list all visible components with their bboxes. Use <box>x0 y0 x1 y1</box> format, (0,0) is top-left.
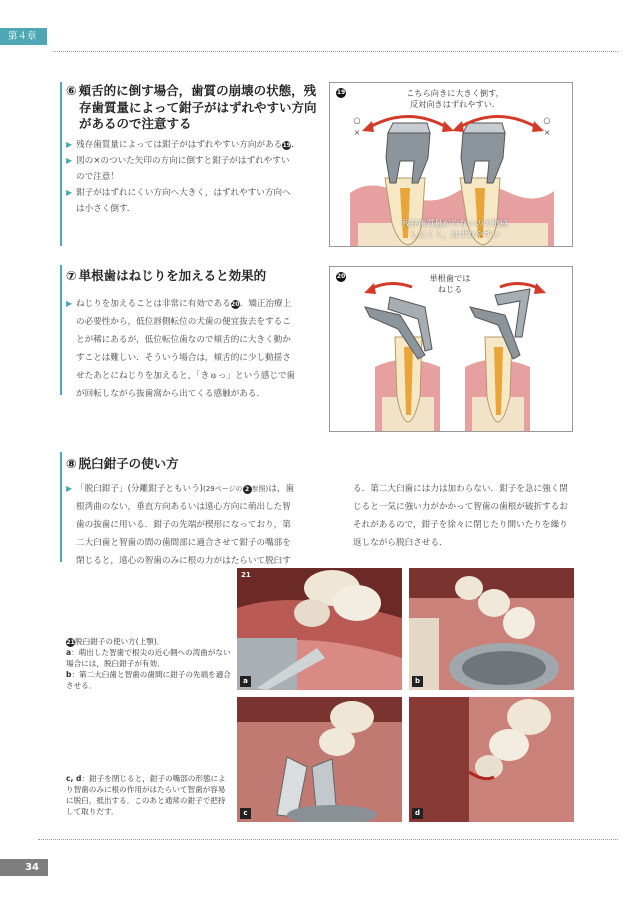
text-line: が回転しながら抜歯窩から出てくる感触がある． <box>76 389 266 399</box>
section8-heading: ⑧ 脱臼鉗子の使い方 <box>66 456 179 471</box>
bullet-item: ▶ 鉗子がはずれにくい方向へ大きく，はずれやすい方向へ <box>66 188 291 198</box>
bullet-item: ▶ 図の×のついた矢印の方向に倒すと鉗子がはずれやすい <box>66 156 290 166</box>
figure-19-number: 19 <box>336 89 346 96</box>
text-line: とが稀にあるが，低位転位歯なので頬舌的に大きく動か <box>76 335 291 345</box>
figure-20-number: 20 <box>336 273 346 280</box>
text-line: の必要性から，低位唇側転位の犬歯の便宜抜去をするこ <box>76 317 291 327</box>
photo-label-d: d <box>412 808 423 819</box>
section7-text <box>66 295 324 403</box>
figure-21-photo-c <box>237 697 402 822</box>
text-line: すことは難しい．そういう場合は，頬舌的に少し動揺さ <box>76 353 291 363</box>
figure-21-caption-ab <box>66 636 231 691</box>
figure-21-photo-a <box>237 568 402 690</box>
page-number: 34 <box>0 859 48 876</box>
section6-bullets <box>66 137 321 217</box>
figure-21-number: 21 <box>241 571 251 579</box>
bullet-item: ▶ 残存歯質量によっては鉗子がはずれやすい方向がある19． <box>66 140 300 150</box>
text-line: それがあるので，鉗子を徐々に閉じたり開いたりを繰り <box>353 520 568 530</box>
figure-21-caption-b: b：第二大臼歯と智歯の歯間に鉗子の先端を適合させる． <box>66 670 231 690</box>
figure-21-title: 21脱臼鉗子の使い方(上顎)． <box>66 637 165 646</box>
figure-21-photo-d <box>409 697 574 822</box>
section8-bar <box>60 452 62 562</box>
figure-19-marks-left: ○ × <box>353 115 361 137</box>
section8-right-column <box>353 480 575 552</box>
section7-bar <box>60 265 62 395</box>
section6-bar <box>60 82 62 246</box>
bullet-item-cont: は小さく倒す． <box>76 204 136 214</box>
photo-label-a: a <box>240 676 251 687</box>
top-divider <box>53 51 618 52</box>
figure-19-caption-bottom: 残存歯質量が少ないので把持 しにくく，はずれやすい <box>401 218 509 239</box>
figure-20 <box>329 266 573 432</box>
text-line: せたあとにねじりを加えると，「きゅっ」という感じで歯 <box>76 371 296 381</box>
text-line: 歯の抜歯に用いる．鉗子の先端が楔形になっており，第 <box>76 520 291 530</box>
text-line: じると一気に強い力がかかって智歯の歯根が破折するお <box>353 502 568 512</box>
text-line: ▶ 「脱臼鉗子」(分離鉗子ともいう)(29ページの 2 参照)は，歯 <box>66 484 295 494</box>
text-line: 閉じると，遠心の智歯のみに根の力がはたらいて脱臼す <box>76 556 291 566</box>
text-line: 返しながら脱臼させる． <box>353 538 448 548</box>
bullet-item-cont: ので注意！ <box>76 172 119 182</box>
section6-heading: ⑥ 頬舌的に倒す場合，歯質の崩壊の状態，残 存歯質量によって鉗子がはずれやすい方向 があるので注意する <box>66 83 317 131</box>
bottom-divider <box>38 839 618 840</box>
photo-label-c: c <box>240 808 251 819</box>
figure-19-marks-right: ○ × <box>543 115 551 137</box>
text-line: る．第二大臼歯には力は加わらない．鉗子を急に強く閉 <box>353 484 568 494</box>
chapter-tab: 第４章 <box>0 28 47 45</box>
figure-19 <box>329 82 573 247</box>
figure-19-caption-top: こちら向きに大きく倒す， 反対向きはずれやすい． <box>406 88 504 109</box>
figure-21-caption-cd: c, d：鉗子を閉じると，鉗子の嘴部の形態により智歯のみに根の作用がはたらいて智歯が容易に脱臼，抵出する．このあと通常の鉗子で把持して取りだす． <box>66 774 226 816</box>
section8-left-column <box>66 480 328 570</box>
photo-label-b: b <box>412 676 423 687</box>
text-line: 二大臼歯と智歯の間の歯間部に適合させて鉗子の嘴部を <box>76 538 291 548</box>
text-line: ▶ ねじりを加えることは非常に有効である20．矯正治療上 <box>66 299 292 309</box>
figure-21-caption-a: a：萌出した智歯で根尖の近心側への湾曲がない場合には，脱臼鉗子が有効． <box>66 648 231 668</box>
figure-21-photo-b <box>409 568 574 690</box>
section7-heading: ⑦ 単根歯はねじりを加えると効果的 <box>66 268 267 283</box>
text-line: 根湾曲のない，垂直方向あるいは遠心方向に萌出した智 <box>76 502 291 512</box>
figure-20-caption: 単根歯では ねじる <box>429 273 471 294</box>
